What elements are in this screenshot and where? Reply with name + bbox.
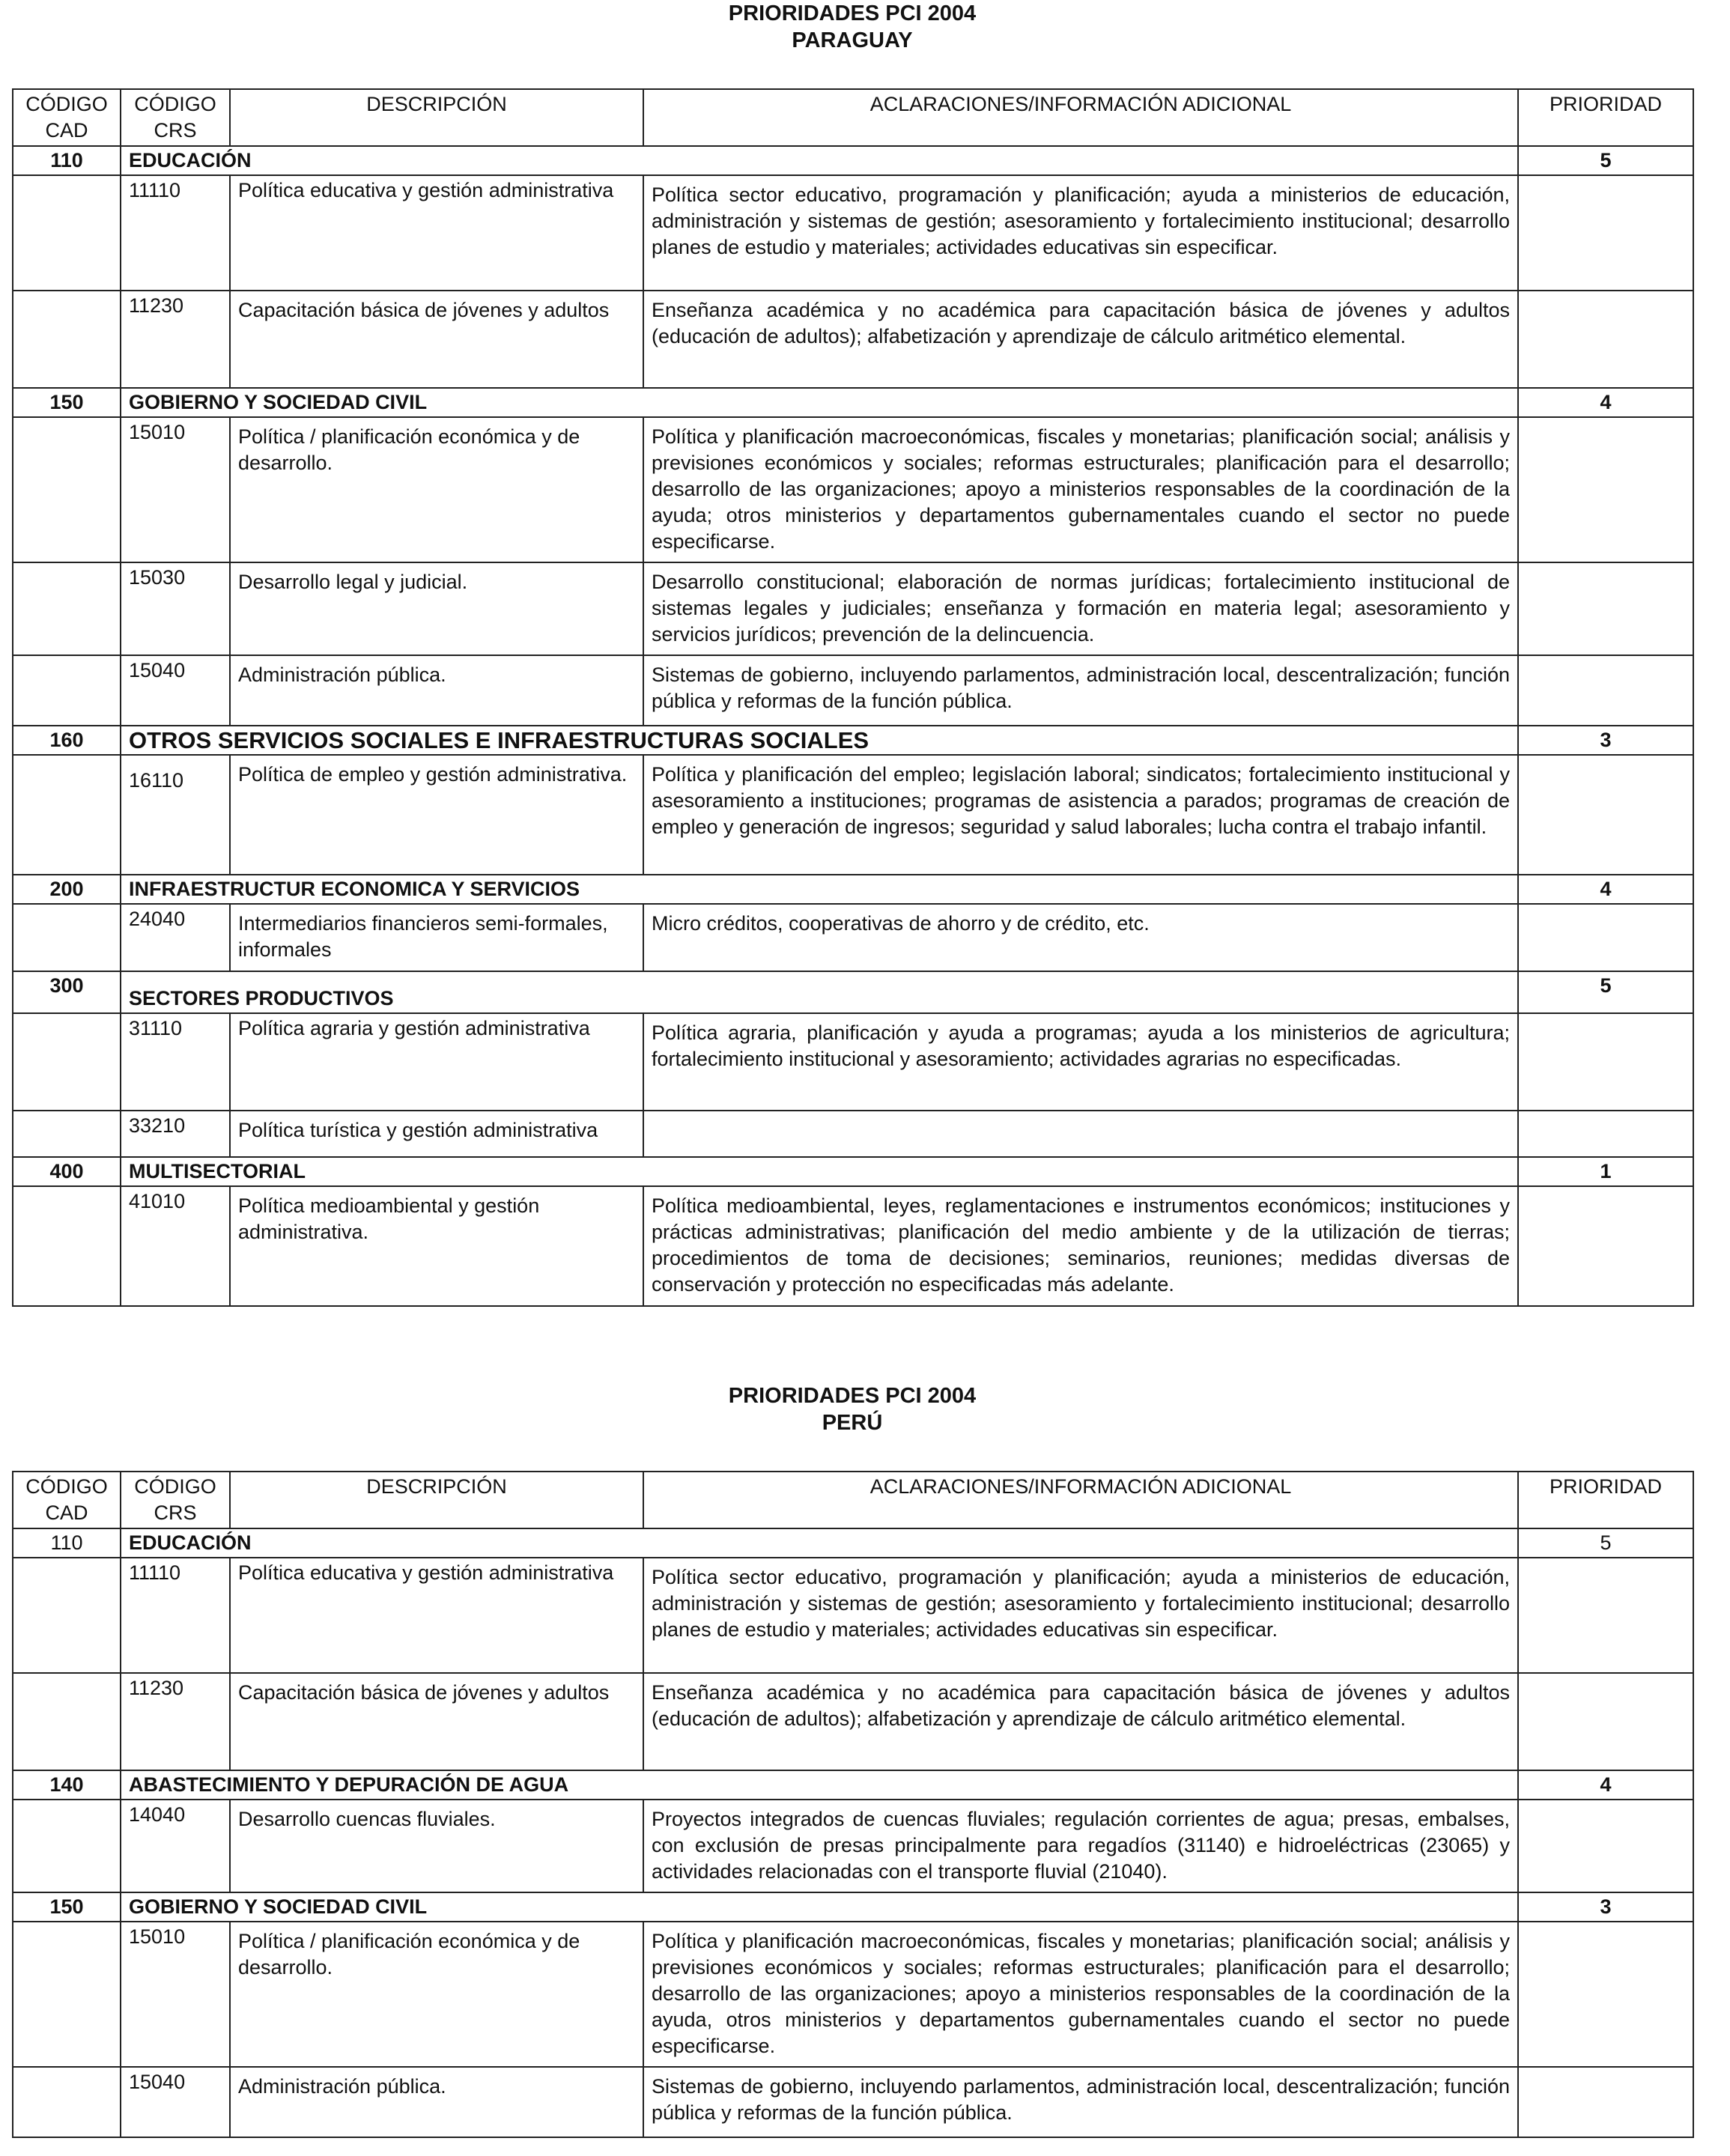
table-row — [13, 1673, 1693, 1770]
additional-info: Enseñanza académica y no académica para capacitación básica de jóvenes y adultos (educación de adultos); alfabetización y aprendizaje de cálculo aritmético elemental. — [643, 1673, 1518, 1770]
description: Administración pública. — [230, 655, 643, 726]
cad-cell — [13, 2067, 121, 2137]
table-row — [13, 1558, 1693, 1673]
group-code: 110 — [13, 1528, 121, 1558]
header-cad: CÓDIGO CAD — [13, 1472, 121, 1528]
priority-cell — [1518, 291, 1693, 388]
crs-code: 15040 — [121, 655, 230, 726]
table-row — [13, 175, 1693, 291]
header-prioridad: PRIORIDAD — [1518, 1472, 1693, 1528]
header-crs: CÓDIGO CRS — [121, 89, 230, 146]
group-priority: 5 — [1518, 971, 1693, 1013]
table-row — [13, 2067, 1693, 2137]
description: Política agraria y gestión administrativa — [230, 1013, 643, 1111]
group-name: INFRAESTRUCTUR ECONOMICA Y SERVICIOS — [121, 875, 1518, 904]
cad-cell — [13, 417, 121, 562]
additional-info: Política agraria, planificación y ayuda a programas; ayuda a los ministerios de agricultura; fortalecimiento institucional y asesoramiento; actividades agrarias no especificadas. — [643, 1013, 1518, 1111]
group-row — [13, 875, 1693, 904]
table-row — [13, 1111, 1693, 1157]
additional-info: Política y planificación macroeconómicas, fiscales y monetarias; planificación social; análisis y previsiones económicos y sociales; reformas estructurales; planificación para el desarrollo; desarrollo de las organizaciones; apoyo a ministerios responsables de la coordinación de la ayuda, otros ministerios y departamentos gubernamentales cuando el sector no puede especificarse. — [643, 1922, 1518, 2067]
crs-code: 11110 — [121, 1558, 230, 1673]
group-priority: 5 — [1518, 146, 1693, 175]
group-name: OTROS SERVICIOS SOCIALES E INFRAESTRUCTURAS SOCIALES — [121, 726, 1518, 755]
header-aclaraciones: ACLARACIONES/INFORMACIÓN ADICIONAL — [643, 89, 1518, 146]
table-row — [13, 655, 1693, 726]
group-priority: 5 — [1518, 1528, 1693, 1558]
table-row — [13, 755, 1693, 875]
group-name: GOBIERNO Y SOCIEDAD CIVIL — [121, 388, 1518, 417]
priority-cell — [1518, 417, 1693, 562]
description: Desarrollo legal y judicial. — [230, 562, 643, 655]
group-row — [13, 146, 1693, 175]
cad-cell — [13, 904, 121, 971]
priority-cell — [1518, 755, 1693, 875]
group-code: 300 — [13, 971, 121, 1013]
header-descripcion: DESCRIPCIÓN — [230, 89, 643, 146]
priority-cell — [1518, 175, 1693, 291]
additional-info: Sistemas de gobierno, incluyendo parlamentos, administración local, descentralización; función pública y reformas de la función pública. — [643, 2067, 1518, 2137]
group-priority: 4 — [1518, 388, 1693, 417]
group-priority: 4 — [1518, 875, 1693, 904]
additional-info: Micro créditos, cooperativas de ahorro y de crédito, etc. — [643, 904, 1518, 971]
table-row — [13, 1186, 1693, 1306]
crs-code: 14040 — [121, 1800, 230, 1892]
description: Política / planificación económica y de desarrollo. — [230, 417, 643, 562]
description: Desarrollo cuencas fluviales. — [230, 1800, 643, 1892]
priority-table — [12, 88, 1694, 1307]
priority-cell — [1518, 2067, 1693, 2137]
group-name: GOBIERNO Y SOCIEDAD CIVIL — [121, 1892, 1518, 1922]
table-row — [13, 417, 1693, 562]
crs-code: 11230 — [121, 291, 230, 388]
cad-cell — [13, 1186, 121, 1306]
additional-info: Política y planificación del empleo; legislación laboral; sindicatos; fortalecimiento institucional y asesoramiento a instituciones; programas de asistencia a parados; programas de creación de empleo y generación de ingresos; seguridad y salud laborales; lucha contra el trabajo infantil. — [643, 755, 1518, 875]
header-descripcion: DESCRIPCIÓN — [230, 1472, 643, 1528]
group-row — [13, 726, 1693, 755]
description: Administración pública. — [230, 2067, 643, 2137]
document-title: PRIORIDADES PCI 2004 — [728, 1, 977, 25]
group-row — [13, 1770, 1693, 1800]
header-prioridad: PRIORIDAD — [1518, 89, 1693, 146]
additional-info: Sistemas de gobierno, incluyendo parlamentos, administración local, descentralización; función pública y reformas de la función pública. — [643, 655, 1518, 726]
table-row — [13, 904, 1693, 971]
priority-cell — [1518, 1013, 1693, 1111]
country-name: PARAGUAY — [792, 28, 913, 52]
priority-section-peru — [12, 1382, 1693, 2138]
cad-cell — [13, 1800, 121, 1892]
description: Política educativa y gestión administrativa — [230, 175, 643, 291]
additional-info: Desarrollo constitucional; elaboración de normas jurídicas; fortalecimiento institucional de sistemas legales y judiciales; enseñanza y formación en materia legal; asesoramiento y servicios jurídicos; prevención de la delincuencia. — [643, 562, 1518, 655]
group-row — [13, 388, 1693, 417]
description: Capacitación básica de jóvenes y adultos — [230, 291, 643, 388]
priority-cell — [1518, 904, 1693, 971]
cad-cell — [13, 1111, 121, 1157]
table-row — [13, 1013, 1693, 1111]
table-row — [13, 291, 1693, 388]
additional-info: Política sector educativo, programación y planificación; ayuda a ministerios de educación, administración y sistemas de gestión; asesoramiento y fortalecimiento institucional; desarrollo planes de estudio y materiales; actividades educativas sin especificar. — [643, 175, 1518, 291]
crs-code: 16110 — [121, 755, 230, 875]
cad-cell — [13, 1558, 121, 1673]
group-priority: 3 — [1518, 1892, 1693, 1922]
group-priority: 4 — [1518, 1770, 1693, 1800]
additional-info — [643, 1111, 1518, 1157]
priority-cell — [1518, 1186, 1693, 1306]
country-name: PERÚ — [822, 1411, 883, 1435]
group-name: EDUCACIÓN — [121, 146, 1518, 175]
group-row — [13, 1157, 1693, 1186]
header-row — [13, 89, 1693, 146]
table-row — [13, 562, 1693, 655]
crs-code: 15010 — [121, 417, 230, 562]
table-row — [13, 1922, 1693, 2067]
group-priority: 3 — [1518, 726, 1693, 755]
additional-info: Política medioambiental, leyes, reglamentaciones e instrumentos económicos; instituciones y prácticas administrativas; planificación del medio ambiente y de la utilización de tierras; procedimientos de toma de decisiones; seminarios, reuniones; medidas diversas de conservación y protección no especificadas más adelante. — [643, 1186, 1518, 1306]
header-row — [13, 1472, 1693, 1528]
crs-code: 41010 — [121, 1186, 230, 1306]
group-name: ABASTECIMIENTO Y DEPURACIÓN DE AGUA — [121, 1770, 1518, 1800]
group-code: 150 — [13, 1892, 121, 1922]
crs-code: 11110 — [121, 175, 230, 291]
group-row — [13, 971, 1693, 1013]
additional-info: Política y planificación macroeconómicas, fiscales y monetarias; planificación social; análisis y previsiones económicos y sociales; reformas estructurales; planificación para el desarrollo; desarrollo de las organizaciones; apoyo a ministerios responsables de la coordinación de la ayuda; otros ministerios y departamentos gubernamentales cuando el sector no puede especificarse. — [643, 417, 1518, 562]
section-title — [12, 1382, 1693, 1436]
header-cad: CÓDIGO CAD — [13, 89, 121, 146]
description: Política educativa y gestión administrativa — [230, 1558, 643, 1673]
description: Política de empleo y gestión administrativa. — [230, 755, 643, 875]
group-row — [13, 1892, 1693, 1922]
cad-cell — [13, 1013, 121, 1111]
cad-cell — [13, 755, 121, 875]
crs-code: 31110 — [121, 1013, 230, 1111]
additional-info: Enseñanza académica y no académica para capacitación básica de jóvenes y adultos (educación de adultos); alfabetización y aprendizaje de cálculo aritmético elemental. — [643, 291, 1518, 388]
section-title — [12, 0, 1693, 54]
group-row — [13, 1528, 1693, 1558]
priority-cell — [1518, 562, 1693, 655]
group-name: MULTISECTORIAL — [121, 1157, 1518, 1186]
priority-cell — [1518, 1111, 1693, 1157]
cad-cell — [13, 175, 121, 291]
priority-section-paraguay — [12, 0, 1693, 1307]
group-code: 150 — [13, 388, 121, 417]
description: Política medioambiental y gestión administrativa. — [230, 1186, 643, 1306]
header-aclaraciones: ACLARACIONES/INFORMACIÓN ADICIONAL — [643, 1472, 1518, 1528]
header-crs: CÓDIGO CRS — [121, 1472, 230, 1528]
priority-cell — [1518, 1922, 1693, 2067]
group-code: 160 — [13, 726, 121, 755]
description: Capacitación básica de jóvenes y adultos — [230, 1673, 643, 1770]
crs-code: 11230 — [121, 1673, 230, 1770]
crs-code: 33210 — [121, 1111, 230, 1157]
crs-code: 15030 — [121, 562, 230, 655]
priority-cell — [1518, 655, 1693, 726]
additional-info: Proyectos integrados de cuencas fluviales; regulación corrientes de agua; presas, embalses, con exclusión de presas principalmente para regadíos (31140) e hidroeléctricas (23065) y actividades relacionadas con el transporte fluvial (21040). — [643, 1800, 1518, 1892]
group-name: EDUCACIÓN — [121, 1528, 1518, 1558]
cad-cell — [13, 291, 121, 388]
cad-cell — [13, 655, 121, 726]
priority-table — [12, 1471, 1694, 2138]
priority-cell — [1518, 1673, 1693, 1770]
group-code: 110 — [13, 146, 121, 175]
cad-cell — [13, 562, 121, 655]
group-code: 400 — [13, 1157, 121, 1186]
priority-cell — [1518, 1558, 1693, 1673]
crs-code: 24040 — [121, 904, 230, 971]
additional-info: Política sector educativo, programación y planificación; ayuda a ministerios de educación, administración y sistemas de gestión; asesoramiento y fortalecimiento institucional; desarrollo planes de estudio y materiales; actividades educativas sin especificar. — [643, 1558, 1518, 1673]
crs-code: 15010 — [121, 1922, 230, 2067]
group-priority: 1 — [1518, 1157, 1693, 1186]
group-code: 200 — [13, 875, 121, 904]
cad-cell — [13, 1922, 121, 2067]
cad-cell — [13, 1673, 121, 1770]
crs-code: 15040 — [121, 2067, 230, 2137]
description: Intermediarios financieros semi-formales, informales — [230, 904, 643, 971]
priority-cell — [1518, 1800, 1693, 1892]
document-title: PRIORIDADES PCI 2004 — [728, 1384, 977, 1408]
table-row — [13, 1800, 1693, 1892]
group-name: SECTORES PRODUCTIVOS — [121, 971, 1518, 1013]
description: Política turística y gestión administrativa — [230, 1111, 643, 1157]
description: Política / planificación económica y de desarrollo. — [230, 1922, 643, 2067]
group-code: 140 — [13, 1770, 121, 1800]
